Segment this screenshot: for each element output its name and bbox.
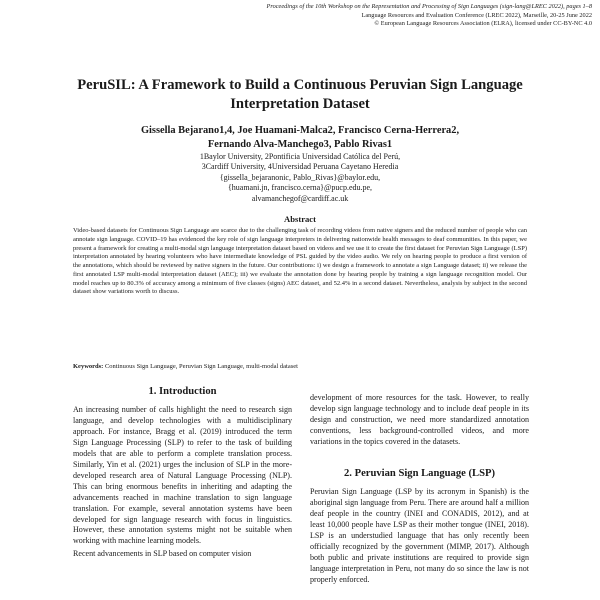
proceedings-line: Proceedings of the 10th Workshop on the Representation and Processing of Sign Languages (sign-lang@LREC 2022), pages 1–8 [266, 3, 592, 10]
keywords [73, 363, 527, 372]
section-heading-introduction: 1. Introduction [148, 386, 217, 397]
paragraph: Peruvian Sign Language (LSP by its acronym in Spanish) is the aboriginal sign language from Peru. There are around half a million deaf people in the country (INEI and CONADIS, 2012), and at least 10,000 people have LSP as their mother tongue (INEI, 2018). LSP is an understudied language that has only recently been officially recognized by the government (MIMP, 2017). Although both public and private institutions are required to provide sign language interpretation in Peru, not many do so since the law is not properly enforced. [310, 487, 529, 584]
page-header [32, 3, 592, 29]
email-line: alvamanchegof@cardiff.ac.uk [251, 193, 349, 203]
paragraph: An increasing number of calls highlight the need to research sign language, and develop technologies with a multidisciplinary approach. For instance, Bragg et al. (2019) introduced the term Sign Language Processing (SLP) to refer to the task of building models that are able to perform a complete translation process. Similarly, Yin et al. (2021) urges the inclusion of SLP in the more-developed research area of Natural Language Processing (NLP). This can bring enormous benefits in inheriting and adapting the advancements reached in machine translation to sign language translation. For example, several annotation systems have been developed for sign language research with focus in linguistics. However, these annotation systems might not be suitable when working with machine learning models. [73, 405, 292, 546]
conference-line: Language Resources and Evaluation Conference (LREC 2022), Marseille, 20-25 June 2022 [361, 11, 592, 19]
abstract-text: Video-based datasets for Continuous Sign Language are scarce due to the challenging task of recording videos from native signers and the reduced number of people who can annotate sign language. COVID–19 has evidenced the key role of sign language interpreters in delivering nationwide health messages to deaf communities. In this paper, we present a framework for creating a multi-modal sign language interpretation dataset based on videos and we use it to create the first dataset for Peruvian Sign Language (LSP) interpretation annotated by hearing volunteers who have intermediate knowledge of PSL guided by the video audio. We rely on hearing people to produce a first version of the annotations, which should be reviewed by native signers in the future. Our contributions: i) we design a framework to annotate a sign Language dataset; ii) we release the first annotated LSP multi-modal interpretation dataset (AEC); iii) we evaluate the annotation done by hearing people by training a sign language recognition model. Our model reaches up to 80.3% of accuracy among a minimum of five classes (signs) AEC dataset, and 52.4% in a second dataset. Nevertheless, analysis by subject in the second dataset show variations worth to discuss. [73, 227, 527, 296]
email-line: {gissella_bejaranonic, Pablo_Rivas}@baylor.edu, [219, 172, 381, 182]
keywords-text: Continuous Sign Language, Peruvian Sign Language, multi-modal dataset [104, 363, 298, 370]
affiliation-line: 1Baylor University, 2Pontificia Universidad Católica del Perú, [199, 152, 401, 161]
paragraph: development of more resources for the task. However, to really develop sign language technology and to include deaf people in its design and construction, we need more standardized annotation conventions, less background-controlled videos, and more variations in the topics covered in the datasets. [310, 393, 529, 446]
paper-title: PeruSIL: A Framework to Build a Continuous Peruvian Sign Language Interpretation Dataset [77, 77, 523, 112]
paragraph: Recent advancements in SLP based on computer vision [73, 549, 252, 559]
right-column-section-2 [310, 487, 529, 586]
keywords-label: Keywords: [73, 363, 104, 370]
affiliation-line: 3Cardiff University, 4Universidad Peruana Cayetano Heredia [201, 162, 399, 172]
section-heading-lsp: 2. Peruvian Sign Language (LSP) [344, 468, 495, 479]
license-line: © European Language Resources Association (ELRA), licensed under CC-BY-NC 4.0 [374, 20, 592, 28]
left-column [73, 405, 292, 560]
authors-line-1: Gissella Bejarano1,4, Joe Huamani-Malca2, Francisco Cerna-Herrera2, [140, 125, 460, 136]
authors-line-2: Fernando Alva-Manchego3, Pablo Rivas1 [207, 138, 393, 150]
email-line: {huamani.jn, francisco.cerna}@pucp.edu.pe, [227, 183, 373, 193]
abstract-heading: Abstract [284, 214, 316, 224]
affiliations [80, 152, 520, 204]
right-column [310, 393, 529, 448]
author-list [60, 124, 540, 151]
